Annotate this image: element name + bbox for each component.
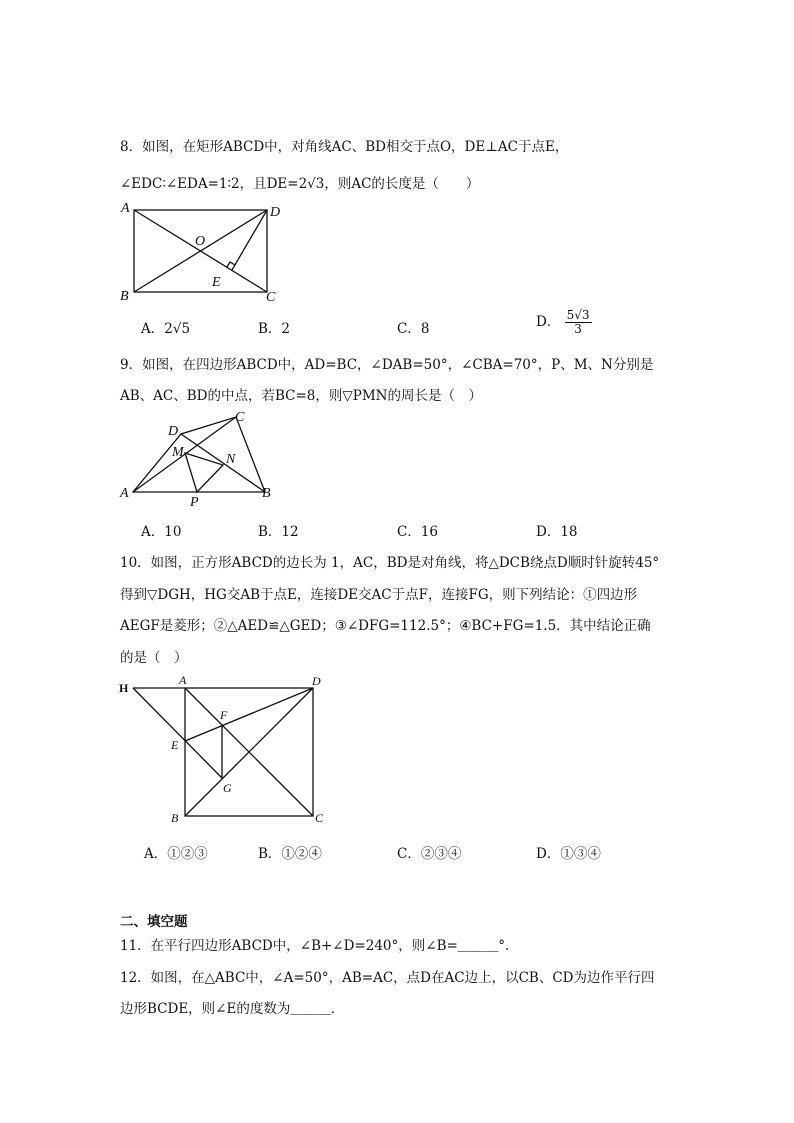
q9-quadrilateral-diagram xyxy=(115,405,285,510)
q10-option-c[interactable]: C．②③④ xyxy=(397,846,462,862)
label-a: A xyxy=(121,201,130,216)
label-c: C xyxy=(315,811,324,825)
label-a: A xyxy=(120,486,129,501)
q8-line2: ∠EDC∶∠EDA=1∶2，且DE=2√3，则AC的长度是（ ） xyxy=(120,176,480,192)
q8-option-c[interactable]: C．8 xyxy=(397,321,430,337)
label-c: C xyxy=(266,290,276,305)
q10-option-d[interactable]: D．①③④ xyxy=(536,846,601,862)
fraction-numerator: 5√3 xyxy=(566,308,590,322)
segment-hg xyxy=(133,688,222,778)
q10-option-b[interactable]: B．①②④ xyxy=(258,846,322,862)
q10-line1: 10．如图，正方形ABCD的边长为 1，AC，BD是对角线，将△DCB绕点D顺时针旋转45° xyxy=(120,555,660,571)
label-o: O xyxy=(195,234,206,249)
q8-option-d-fraction xyxy=(565,309,592,336)
label-m: M xyxy=(172,445,184,460)
label-d: D xyxy=(312,674,321,688)
quadrilateral-abcd xyxy=(133,417,265,492)
label-b: B xyxy=(171,811,179,825)
label-n: N xyxy=(226,452,236,467)
fraction-denominator: 3 xyxy=(574,322,582,336)
label-b: B xyxy=(120,289,129,304)
label-h: H xyxy=(119,681,129,695)
q9-option-a[interactable]: A．10 xyxy=(141,524,182,540)
q10-line3: AEGF是菱形；②△AED≌△GED；③∠DFG=112.5°；④BC+FG=1.5．其中结论正确 xyxy=(120,618,651,634)
diagonal-ac xyxy=(133,417,236,492)
label-a: A xyxy=(179,673,187,687)
label-g: G xyxy=(223,781,232,795)
label-d: D xyxy=(270,205,281,220)
q9-option-b[interactable]: B．12 xyxy=(258,524,299,540)
label-c: C xyxy=(235,410,245,425)
section-heading-fill-in: 二、填空题 xyxy=(120,914,188,930)
q10-square-diagram xyxy=(115,672,335,832)
q9-option-c[interactable]: C．16 xyxy=(397,524,439,540)
label-f: F xyxy=(220,708,228,722)
q8-option-d-prefix: D． xyxy=(536,314,561,330)
q9-option-d[interactable]: D．18 xyxy=(536,524,578,540)
label-e: E xyxy=(212,275,221,290)
q12-line1: 12．如图，在△ABC中，∠A=50°，AB=AC，点D在AC边上，以CB、CD为边作平行四 xyxy=(120,970,655,986)
q12-line2: 边形BCDE，则∠E的度数为＿＿＿． xyxy=(120,1001,345,1017)
label-e: E xyxy=(171,738,179,752)
segment-de xyxy=(232,210,267,270)
label-p: P xyxy=(190,495,199,510)
label-d: D xyxy=(168,424,179,439)
q8-line1: 8．如图，在矩形ABCD中，对角线AC、BD相交于点O，DE⊥AC于点E， xyxy=(120,139,569,155)
diagonal-bd xyxy=(181,434,265,492)
label-b: B xyxy=(262,486,271,501)
q10-line2: 得到▽DGH，HG交AB于点E，连接DE交AC于点F，连接FG，则下列结论：①四边形 xyxy=(120,587,638,603)
q9-line1: 9．如图，在四边形ABCD中，AD=BC，∠DAB=50°，∠CBA=70°，P、M、N分别是 xyxy=(120,357,654,373)
q10-line4: 的是（ ） xyxy=(120,650,188,666)
q10-option-a[interactable]: A．①②③ xyxy=(144,846,208,862)
q8-option-b[interactable]: B．2 xyxy=(258,321,291,337)
q9-line2: AB、AC、BD的中点，若BC=8，则▽PMN的周长是（ ） xyxy=(120,388,482,404)
q8-option-a[interactable]: A．2√5 xyxy=(141,321,191,337)
q11-text: 11．在平行四边形ABCD中，∠B+∠D=240°，则∠B=＿＿＿°． xyxy=(120,938,519,954)
segment-de xyxy=(185,688,313,741)
q8-option-d[interactable] xyxy=(536,309,592,336)
q8-rectangle-diagram xyxy=(115,198,295,308)
